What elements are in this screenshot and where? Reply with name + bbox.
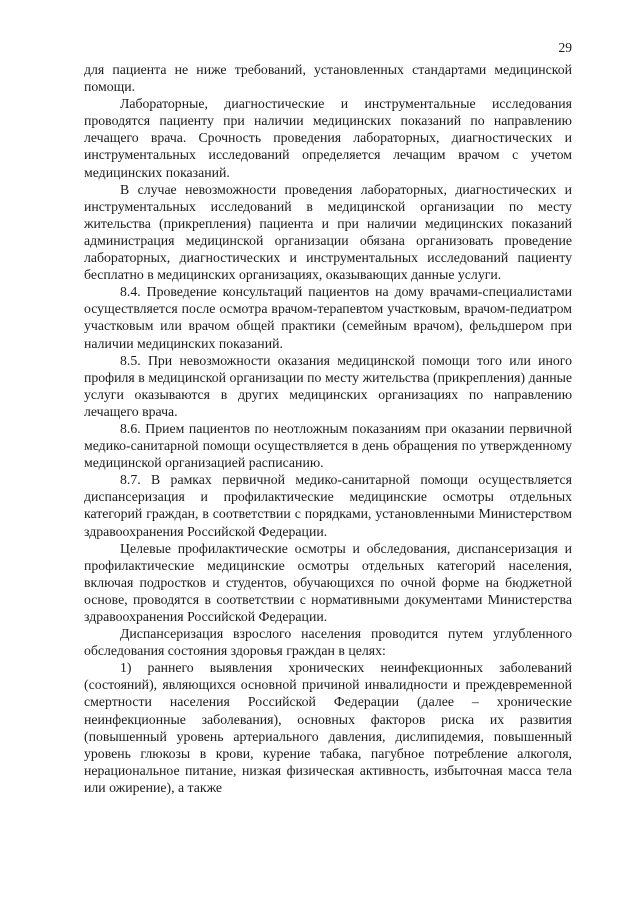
list-item-1: 1) раннего выявления хронических неинфекционных заболеваний (состояний), являющихся основной причиной инвалидности и преждевременной смертности населения Российской Федерации (далее – хронические неинфекционные заболевания), основных факторов риска их развития (повышенный уровень артериального давления, дислипидемия, повышенный уровень глюкозы в крови, курение табака, пагубное потребление алкоголя, нерациональное питание, низкая физическая активность, избыточная масса тела или ожирение), а также: [84, 660, 572, 795]
paragraph-adult-dispensary: Диспансеризация взрослого населения проводится путем углубленного обследования состояния здоровья граждан в целях:: [84, 626, 572, 659]
document-body: [84, 61, 572, 796]
paragraph-8-5: 8.5. При невозможности оказания медицинской помощи того или иного профиля в медицинской организации по месту жительства (прикрепления) данные услуги оказываются в других медицинских организациях по направлению лечащего врача.: [84, 352, 572, 419]
paragraph-8-4: 8.4. Проведение консультаций пациентов на дому врачами-специалистами осуществляется после осмотра врачом-терапевтом участковым, врачом-педиатром участковым или врачом общей практики (семейным врачом), фельдшером при наличии медицинских показаний.: [84, 284, 572, 351]
paragraph-lab-research: Лабораторные, диагностические и инструментальные исследования проводятся пациенту при наличии медицинских показаний по направлению лечащего врача. Срочность проведения лабораторных, диагностических и инструментальных исследований определяется лечащим врачом с учетом медицинских показаний.: [84, 96, 572, 180]
page-number: 29: [558, 40, 572, 55]
paragraph-8-7: 8.7. В рамках первичной медико-санитарной помощи осуществляется диспансеризация и профилактические медицинские осмотры отдельных категорий граждан, в соответствии с порядками, установленными Министерством здравоохранения Российской Федерации.: [84, 472, 572, 539]
paragraph-continuation: для пациента не ниже требований, установленных стандартами медицинской помощи.: [84, 62, 572, 95]
paragraph-targeted-exams: Целевые профилактические осмотры и обследования, диспансеризация и профилактические медицинские осмотры отдельных категорий населения, включая подростков и студентов, обучающихся по очной форме на бюджетной основе, проводятся в соответствии с нормативными документами Министерства здравоохранения Российской Федерации.: [84, 540, 572, 624]
paragraph-research-impossible: В случае невозможности проведения лабораторных, диагностических и инструментальных исследований в медицинской организации по месту жительства (прикрепления) пациента и при наличии медицинских показаний администрация медицинской организации обязана организовать проведение лабораторных, диагностических и инструментальных исследований пациенту бесплатно в медицинских организациях, оказывающих данные услуги.: [84, 181, 572, 283]
paragraph-8-6: 8.6. Прием пациентов по неотложным показаниям при оказании первичной медико-санитарной помощи осуществляется в день обращения по утвержденному медицинской организацией расписанию.: [84, 420, 572, 471]
